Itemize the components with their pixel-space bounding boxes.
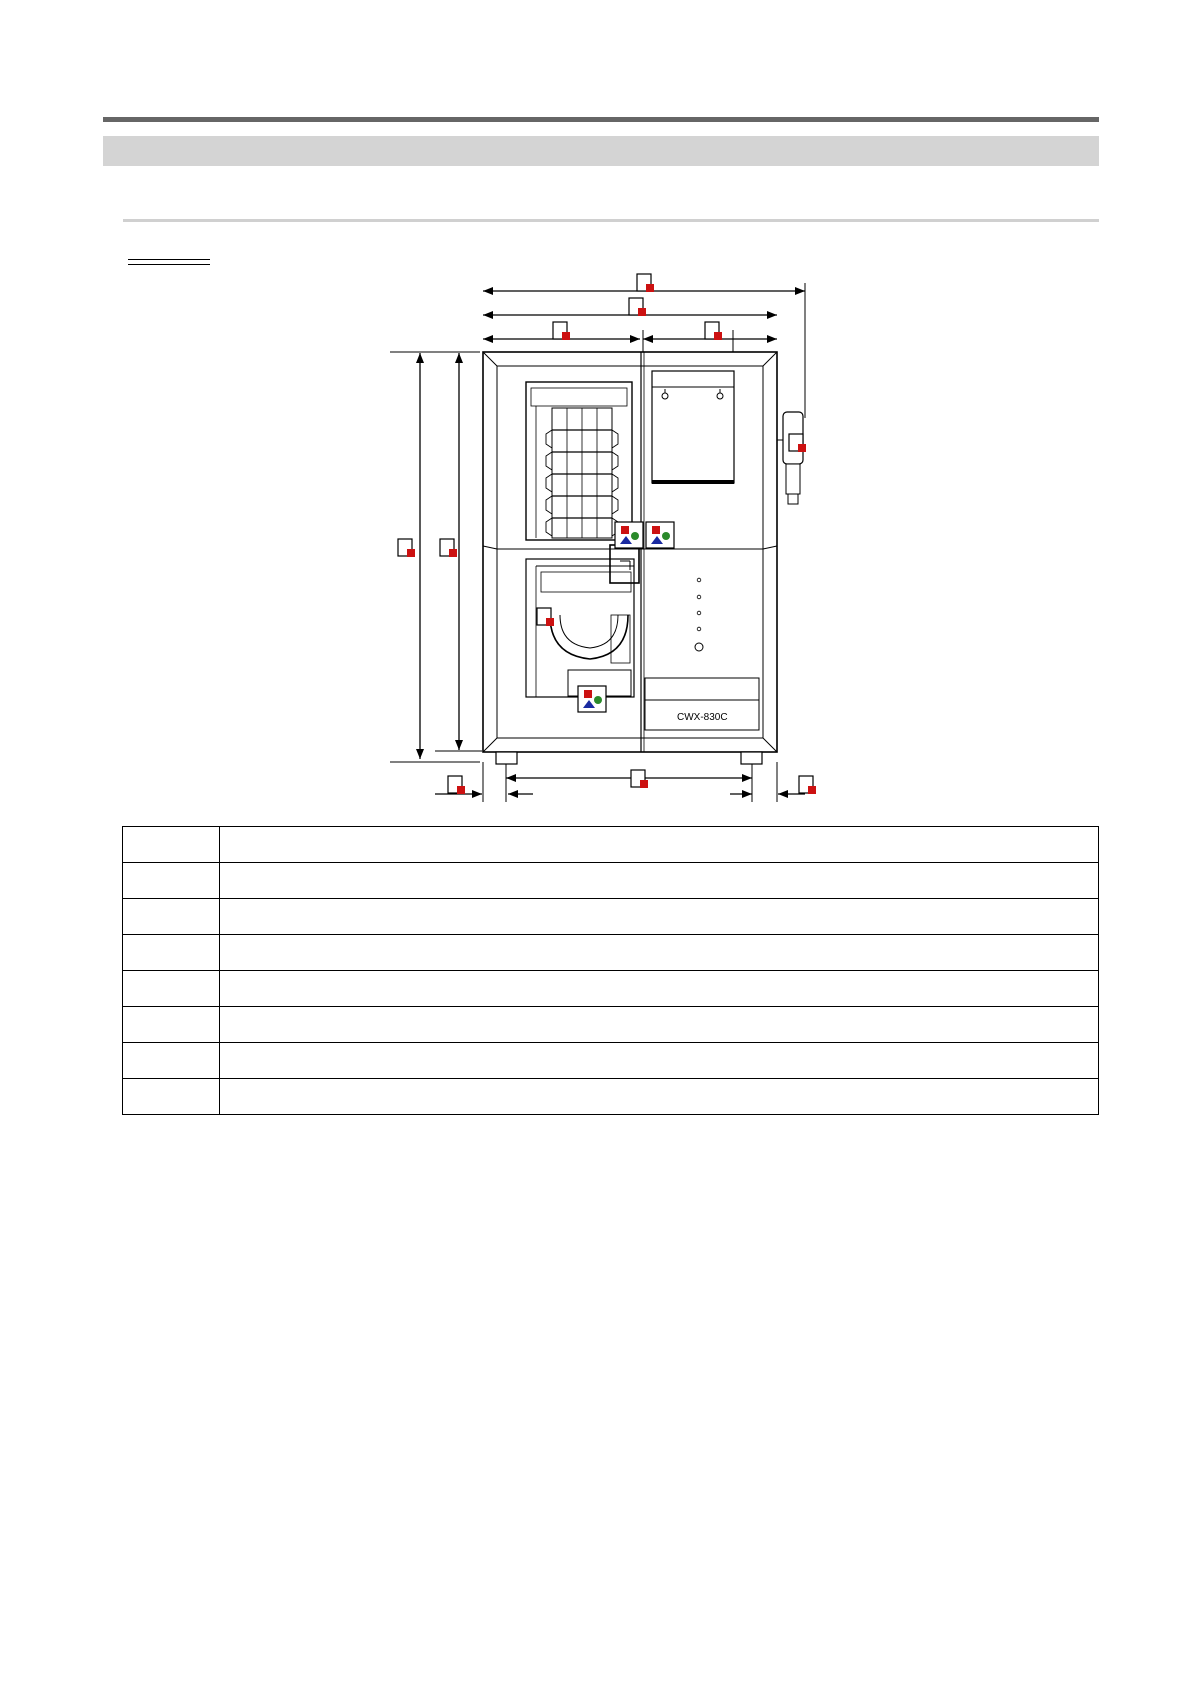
machine-body [483, 352, 777, 752]
table-cell-item [123, 935, 220, 971]
table-cell-value [220, 971, 1099, 1007]
table-cell-value [220, 935, 1099, 971]
model-label: CWX-830C [677, 712, 728, 723]
table-cell-value [220, 1007, 1099, 1043]
specification-table [122, 826, 1099, 1115]
table-cell-item [123, 863, 220, 899]
left-foot [496, 752, 517, 764]
table-row [123, 863, 1099, 899]
table-cell-item [123, 971, 220, 1007]
table-row [123, 827, 1099, 863]
table-cell-value [220, 1043, 1099, 1079]
table-row [123, 935, 1099, 971]
table-row [123, 899, 1099, 935]
table-cell-item [123, 1007, 220, 1043]
table-cell-value [220, 899, 1099, 935]
table-row [123, 1007, 1099, 1043]
table-cell-item [123, 1079, 220, 1115]
table-row [123, 1079, 1099, 1115]
table-cell-value [220, 863, 1099, 899]
right-foot [741, 752, 762, 764]
table-row [123, 1043, 1099, 1079]
table-cell-item [123, 899, 220, 935]
table-cell-value [220, 827, 1099, 863]
table-row [123, 971, 1099, 1007]
table-cell-value [220, 1079, 1099, 1115]
table-cell-item [123, 827, 220, 863]
air-regulator [777, 412, 803, 504]
table-cell-item [123, 1043, 220, 1079]
